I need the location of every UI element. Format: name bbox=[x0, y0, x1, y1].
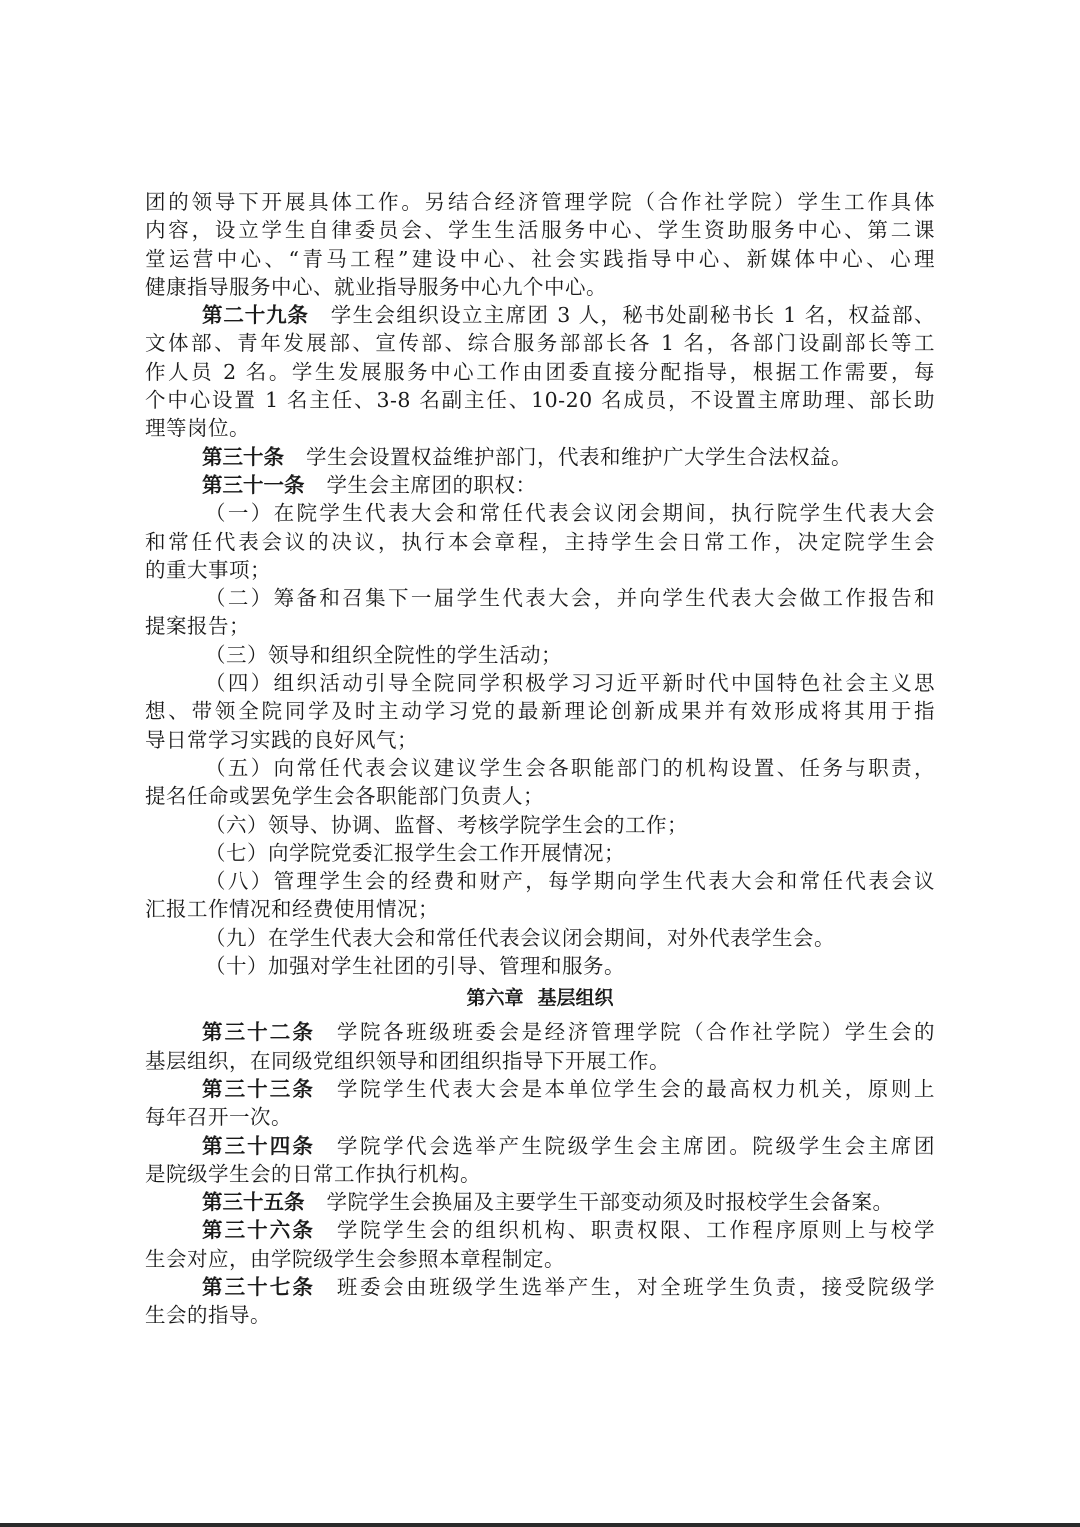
article-text: 学院学生会的组织机构、职责权限、工作程序原则上与校学 bbox=[336, 1218, 936, 1243]
text-line bbox=[145, 1075, 935, 1103]
text-line: 文体部、青年发展部、宣传部、综合服务部部长各 1 名，各部门设副部长等工 bbox=[145, 331, 935, 356]
text-line: 堂运营中心、“青马工程”建设中心、社会实践指导中心、新媒体中心、心理 bbox=[145, 246, 935, 271]
text-line bbox=[145, 1132, 935, 1160]
text-line: 理等岗位。 bbox=[145, 416, 250, 441]
text-line: 的重大事项； bbox=[145, 557, 271, 582]
text-line: （九）在学生代表大会和常任代表会议闭会期间，对外代表学生会。 bbox=[205, 925, 835, 950]
text-line: 想、带领全院同学及时主动学习党的最新理论创新成果并有效形成将其用于指 bbox=[145, 699, 935, 724]
item-4 bbox=[145, 669, 935, 754]
text-line bbox=[145, 1018, 935, 1046]
article-29 bbox=[145, 301, 935, 442]
text-line: 生会的指导。 bbox=[145, 1303, 271, 1328]
text-line: （一）在院学生代表大会和常任代表会议闭会期间，执行院学生代表大会 bbox=[205, 501, 935, 526]
article-32 bbox=[145, 1018, 935, 1075]
article-label: 第二十九条 bbox=[202, 303, 309, 328]
page-bottom-edge bbox=[0, 1523, 1080, 1527]
text-line: 提案报告； bbox=[145, 614, 250, 639]
chapter-number: 第六章 bbox=[466, 987, 524, 1010]
article-text: 学院学生会换届及主要学生干部变动须及时报校学生会备案。 bbox=[326, 1190, 894, 1215]
text-line: 作人员 2 名。学生发展服务中心工作由团委直接分配指导，根据工作需要，每 bbox=[145, 359, 935, 384]
article-35 bbox=[145, 1188, 935, 1216]
text-line: （三）领导和组织全院性的学生活动； bbox=[205, 642, 562, 667]
text-line bbox=[145, 301, 935, 329]
article-text: 学生会组织设立主席团 3 人，秘书处副秘书长 1 名，权益部、 bbox=[330, 303, 935, 328]
paragraph-intro bbox=[145, 188, 935, 301]
text-line: 健康指导服务中心、就业指导服务中心九个中心。 bbox=[145, 274, 607, 299]
text-line bbox=[145, 1188, 935, 1216]
article-text: 学院学生代表大会是本单位学生会的最高权力机关，原则上 bbox=[336, 1076, 936, 1101]
text-line: （七）向学院党委汇报学生会工作开展情况； bbox=[205, 840, 625, 865]
article-label: 第三十二条 bbox=[202, 1020, 315, 1045]
item-7 bbox=[145, 839, 935, 867]
item-10 bbox=[145, 952, 935, 980]
article-label: 第三十七条 bbox=[202, 1274, 315, 1299]
article-label: 第三十六条 bbox=[202, 1218, 315, 1243]
text-line bbox=[145, 443, 935, 471]
chapter-heading bbox=[145, 980, 935, 1018]
article-text: 学生会设置权益维护部门，代表和维护广大学生合法权益。 bbox=[306, 444, 852, 469]
item-9 bbox=[145, 924, 935, 952]
text-line: （十）加强对学生社团的引导、管理和服务。 bbox=[205, 954, 625, 979]
text-line bbox=[145, 471, 935, 499]
article-text: 学院各班级班委会是经济管理学院（合作社学院）学生会的 bbox=[336, 1020, 936, 1045]
article-34 bbox=[145, 1132, 935, 1189]
article-31 bbox=[145, 471, 935, 499]
text-line: 和常任代表会议的决议，执行本会章程，主持学生会日常工作，决定院学生会 bbox=[145, 529, 935, 554]
text-line: （四）组织活动引导全院同学积极学习习近平新时代中国特色社会主义思 bbox=[205, 671, 935, 696]
text-line: 基层组织，在同级党组织领导和团组织指导下开展工作。 bbox=[145, 1048, 670, 1073]
text-line: （八）管理学生会的经费和财产，每学期向学生代表大会和常任代表会议 bbox=[205, 869, 935, 894]
article-label: 第三十五条 bbox=[202, 1190, 305, 1215]
text-line: 是院级学生会的日常工作执行机构。 bbox=[145, 1161, 481, 1186]
article-label: 第三十四条 bbox=[202, 1133, 315, 1158]
article-text: 学院学代会选举产生院级学生会主席团。院级学生会主席团 bbox=[336, 1133, 936, 1158]
article-36 bbox=[145, 1216, 935, 1273]
text-line: （二）筹备和召集下一届学生代表大会，并向学生代表大会做工作报告和 bbox=[205, 586, 935, 611]
article-37 bbox=[145, 1273, 935, 1330]
text-line: 导日常学习实践的良好风气； bbox=[145, 727, 418, 752]
text-line: 每年召开一次。 bbox=[145, 1105, 292, 1130]
article-30 bbox=[145, 443, 935, 471]
text-line bbox=[145, 1216, 935, 1244]
article-33 bbox=[145, 1075, 935, 1132]
text-line: 提名任命或罢免学生会各职能部门负责人； bbox=[145, 784, 544, 809]
text-line: 个中心设置 1 名主任、3-8 名副主任、10-20 名成员，不设置主席助理、部长助 bbox=[145, 388, 935, 413]
item-3 bbox=[145, 641, 935, 669]
text-line: 生会对应，由学院级学生会参照本章程制定。 bbox=[145, 1246, 565, 1271]
article-label: 第三十一条 bbox=[202, 472, 305, 497]
text-line: 内容，设立学生自律委员会、学生生活服务中心、学生资助服务中心、第二课 bbox=[145, 218, 935, 243]
article-label: 第三十三条 bbox=[202, 1076, 315, 1101]
text-line: 汇报工作情况和经费使用情况； bbox=[145, 897, 439, 922]
text-line: 团的领导下开展具体工作。另结合经济管理学院（合作社学院）学生工作具体 bbox=[145, 190, 935, 214]
text-line: （五）向常任代表会议建议学生会各职能部门的机构设置、任务与职责， bbox=[205, 755, 935, 780]
item-2 bbox=[145, 584, 935, 641]
article-label: 第三十条 bbox=[202, 444, 284, 469]
item-6 bbox=[145, 811, 935, 839]
item-1 bbox=[145, 499, 935, 584]
chapter-title: 基层组织 bbox=[537, 987, 614, 1010]
article-text: 班委会由班级学生选举产生，对全班学生负责，接受院级学 bbox=[336, 1274, 936, 1299]
text-line bbox=[145, 1273, 935, 1301]
item-5 bbox=[145, 754, 935, 811]
item-8 bbox=[145, 867, 935, 924]
article-text: 学生会主席团的职权： bbox=[326, 472, 537, 497]
document-body bbox=[145, 188, 935, 1330]
text-line: （六）领导、协调、监督、考核学院学生会的工作； bbox=[205, 812, 688, 837]
